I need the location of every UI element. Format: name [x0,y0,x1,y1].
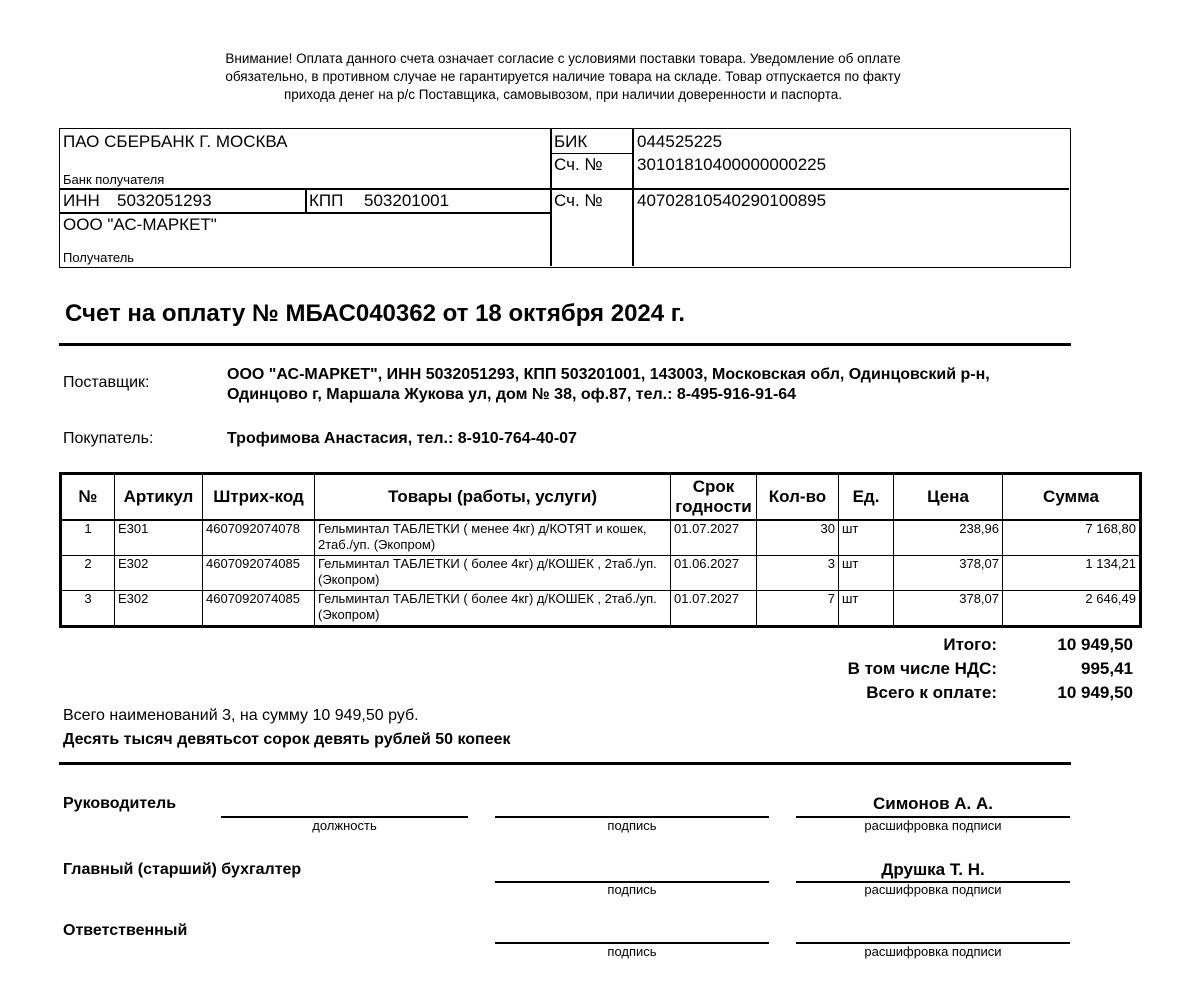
payment-notice [150,50,976,104]
row-article: E302 [115,591,203,627]
col-expiry-line-1: Срок [692,477,735,496]
accountant-decode-caption: расшифровка подписи [864,882,1002,897]
pay-total-label: Всего к оплате: [866,683,997,702]
amount-in-words: Десять тысяч девятьсот сорок девять рублей 50 копеек [63,731,511,748]
notice-line-2: обязательно, в противном случае не гарантируется наличие товара на складе. Товар отпускается по факту [225,69,901,84]
head-role: Руководитель [63,795,177,812]
corr-account-value: 30101810400000000225 [637,155,827,174]
supplier-line-1: ООО "АС-МАРКЕТ", ИНН 5032051293, КПП 503201001, 143003, Московская обл, Одинцовский р-н, [227,366,990,383]
summary-divider [59,762,1071,765]
head-position-caption: должность [312,818,377,833]
recipient-label: Получатель [63,250,135,265]
total-value: 10 949,50 [1057,635,1133,654]
row-price: 378,07 [894,556,1003,591]
notice-line-3: прихода денег на р/с Поставщика, самовывозом, при наличии доверенности и паспорта. [283,87,843,102]
bank-name: ПАО СБЕРБАНК Г. МОСКВА [63,132,288,151]
responsible-role: Ответственный [63,922,188,939]
items-table [59,472,1142,628]
row-unit: шт [839,556,894,591]
row-qty: 3 [757,556,839,591]
account-label: Сч. № [554,191,603,210]
responsible-decode-caption: расшифровка подписи [864,944,1002,959]
row-num: 1 [61,520,115,556]
row-barcode: 4607092074085 [203,591,315,627]
invoice-title: Счет на оплату № МБАС040362 от 18 октября 2024 г. [65,300,686,327]
row-price: 378,07 [894,591,1003,627]
buyer-value: Трофимова Анастасия, тел.: 8-910-764-40-07 [227,430,577,447]
row-sum: 7 168,80 [1003,520,1141,556]
notice-line-1: Внимание! Оплата данного счета означает согласие с условиями поставки товара. Уведомление об оплате [225,51,901,66]
col-expiry [671,474,757,521]
inn-label: ИНН [63,191,100,210]
row-qty: 7 [757,591,839,627]
vat-label: В том числе НДС: [847,659,997,678]
row-unit: шт [839,591,894,627]
row-expiry: 01.07.2027 [671,520,757,556]
pay-total-value: 10 949,50 [1057,683,1133,702]
row-goods: Гельминтал ТАБЛЕТКИ ( менее 4кг) д/КОТЯТ и кошек, 2таб./уп. (Экопром) [315,520,671,556]
row-price: 238,96 [894,520,1003,556]
responsible-signature-caption: подпись [607,944,657,959]
title-divider [59,343,1071,346]
table-row [61,520,1141,556]
head-name: Симонов А. А. [872,794,993,813]
row-barcode: 4607092074078 [203,520,315,556]
col-expiry-line-2: годности [675,497,752,516]
supplier-line-2: Одинцово г, Маршала Жукова ул, дом № 38, оф.87, тел.: 8-495-916-91-64 [227,386,797,403]
row-sum: 1 134,21 [1003,556,1141,591]
row-sum: 2 646,49 [1003,591,1141,627]
bik-value: 044525225 [637,132,723,151]
col-num: № [61,474,115,521]
row-goods: Гельминтал ТАБЛЕТКИ ( более 4кг) д/КОШЕК , 2таб./уп.(Экопром) [315,591,671,627]
table-header-row [61,474,1141,521]
row-article: E302 [115,556,203,591]
col-qty: Кол-во [757,474,839,521]
row-num: 2 [61,556,115,591]
row-qty: 30 [757,520,839,556]
total-label: Итого: [943,635,997,654]
table-row [61,556,1141,591]
row-goods: Гельминтал ТАБЛЕТКИ ( более 4кг) д/КОШЕК , 2таб./уп.(Экопром) [315,556,671,591]
row-num: 3 [61,591,115,627]
head-signature-caption: подпись [607,818,657,833]
row-article: E301 [115,520,203,556]
col-goods: Товары (работы, услуги) [315,474,671,521]
col-article: Артикул [115,474,203,521]
bik-label: БИК [554,132,588,151]
bank-details-table [59,128,1071,268]
col-sum: Сумма [1003,474,1141,521]
account-value: 40702810540290100895 [637,191,827,210]
accountant-role: Главный (старший) бухгалтер [63,861,302,878]
col-price: Цена [894,474,1003,521]
supplier-label: Поставщик: [63,374,150,391]
inn-value: 5032051293 [117,191,212,210]
row-unit: шт [839,520,894,556]
recipient-name: ООО "АС-МАРКЕТ" [63,215,217,234]
row-expiry: 01.07.2027 [671,591,757,627]
col-unit: Ед. [839,474,894,521]
table-row [61,591,1141,627]
head-decode-caption: расшифровка подписи [864,818,1002,833]
vat-value: 995,41 [1081,659,1133,678]
accountant-name: Друшка Т. Н. [881,860,985,879]
col-barcode: Штрих-код [203,474,315,521]
kpp-value: 503201001 [364,191,450,210]
row-expiry: 01.06.2027 [671,556,757,591]
row-barcode: 4607092074085 [203,556,315,591]
bank-label: Банк получателя [63,172,165,187]
items-count-summary: Всего наименований 3, на сумму 10 949,50 руб. [63,707,419,724]
kpp-label: КПП [309,191,344,210]
buyer-label: Покупатель: [63,430,154,447]
corr-account-label: Сч. № [554,155,603,174]
accountant-signature-caption: подпись [607,882,657,897]
